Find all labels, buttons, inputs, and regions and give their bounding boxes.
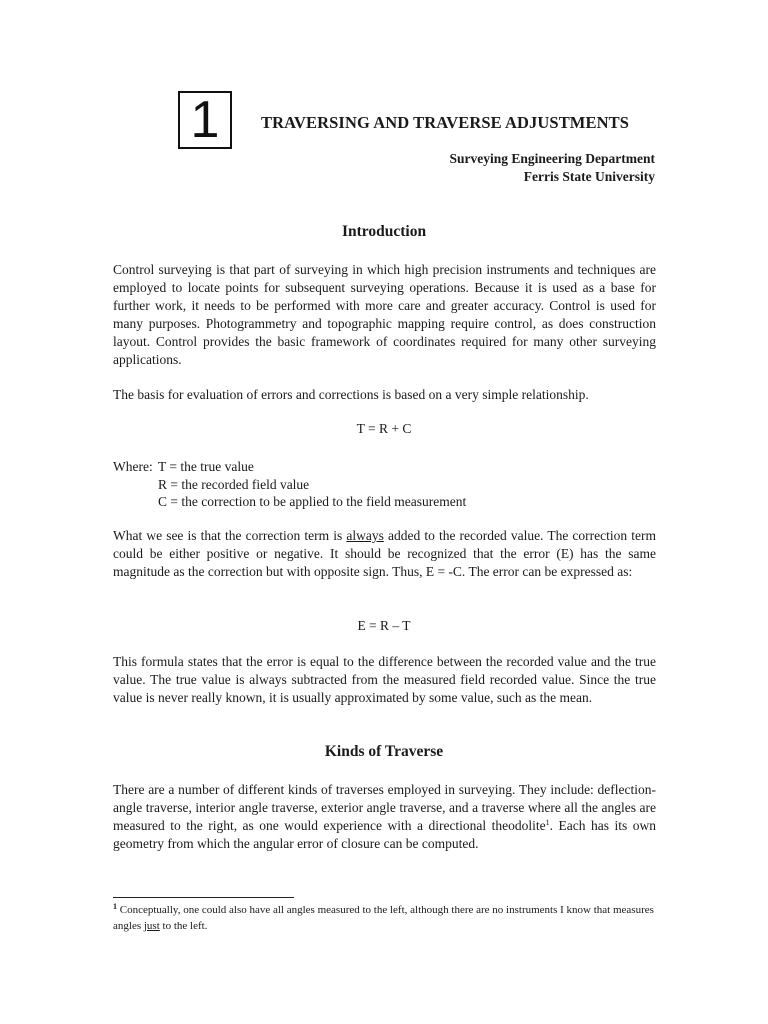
definition-r: R = the recorded field value [158,476,310,492]
definition-row [113,493,656,511]
kinds-text-before: There are a number of different kinds of traverses employed in surveying. They include: deflection-angle traverse, interior angle traverse, exterior angle traverse, and a traverse where all the angles are measured to the right, as one would experience with a directional theodolite [113,782,656,833]
definition-row [113,458,656,476]
intro-paragraph-2: The basis for evaluation of errors and corrections is based on a very simple relationship. [113,387,589,402]
chapter-number-box [178,91,232,149]
kinds-paragraph-1 [113,781,656,853]
intro-paragraph-1: Control surveying is that part of surveying in which high precision instruments and techniques are employed to locate points for subsequent surveying operations. Because it is used as a base for further work, it needs to be performed with more care and greater accuracy. Control is used for many purposes. Photogrammetry and topographic mapping require control, as does construction layout. Control provides the basic framework of coordinates required for many other surveying applications. [113,262,656,367]
document-title: TRAVERSING AND TRAVERSE ADJUSTMENTS [261,113,629,132]
p3-text-after: added to the recorded value. The correction term could be either positive or negative. It should be recognized that the error (E) has the same magnitude as the correction but with opposite sign. Thus, E = -C. The error can be expressed as: [113,528,656,579]
p3-text-before: What we see is that the correction term is [113,528,347,543]
footnote-text-after: to the left. [159,919,208,932]
intro-paragraph-4: This formula states that the error is equal to the difference between the recorded value and the true value. The true value is always subtracted from the measured field recorded value. Since the true value is never really known, it is usually approximated by some value, such as the mean. [113,654,656,705]
definition-row [113,476,656,494]
equation-true-value: T = R + C [356,421,412,436]
kinds-text-after: . Each has its own geometry from which the angular error of closure can be computed. [113,818,656,851]
footnote-reference: 1 [545,818,550,827]
introduction-heading: Introduction [341,223,427,240]
chapter-number: 1 [190,91,220,149]
equation-error: E = R – T [357,618,411,633]
where-label: Where: [113,459,153,474]
footnote-text-before: Conceptually, one could also have all angles measured to the left, although there are no instruments I know that measures angles [113,904,654,932]
definitions-list [113,458,656,511]
definition-c: C = the correction to be applied to the field measurement [158,494,467,510]
footnote-emphasis: just [143,919,160,932]
intro-paragraph-3 [113,527,656,581]
footnote-number: 1 [113,902,117,911]
definition-t: T = the true value [158,459,254,474]
footnote-divider [113,897,294,898]
kinds-heading: Kinds of Traverse [324,743,444,760]
p3-emphasis: always [346,528,384,543]
footnote [113,903,656,934]
university-name: Ferris State University [523,169,655,184]
department-name: Surveying Engineering Department [449,151,655,166]
